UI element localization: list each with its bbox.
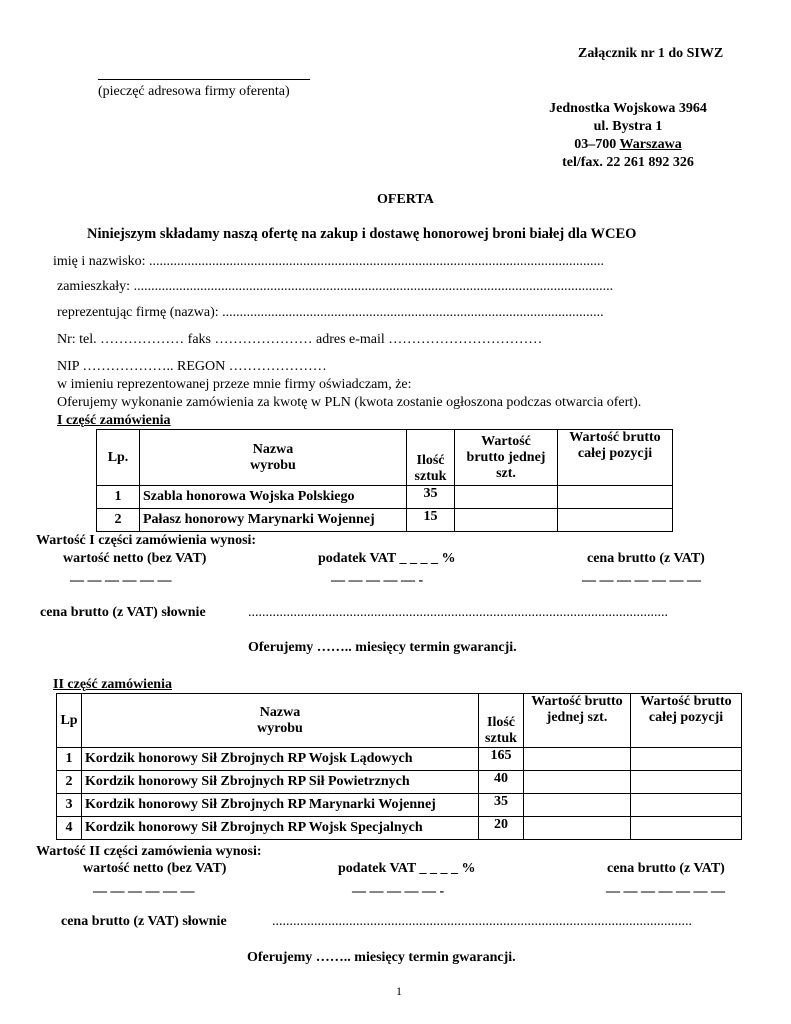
part2-gross-dash[interactable]: — — — — — — —	[606, 884, 725, 899]
part2-net-label: wartość netto (bez VAT)	[83, 861, 227, 876]
header-name: Nazwa wyrobu	[140, 430, 407, 486]
row-total-value-cell[interactable]	[631, 748, 742, 771]
row-qty: 40	[479, 771, 524, 794]
row-unit-value-cell[interactable]	[524, 771, 631, 794]
row-total-value-cell[interactable]	[631, 817, 742, 840]
part2-words-field[interactable]: ........................................................................................................................	[272, 914, 692, 929]
row-lp: 2	[97, 509, 140, 532]
row-unit-value-cell[interactable]	[455, 509, 558, 532]
part2-words-label: cena brutto (z VAT) słownie	[61, 914, 227, 929]
row-total-value-cell[interactable]	[631, 771, 742, 794]
row-name: Kordzik honorowy Sił Zbrojnych RP Sił Powietrznych	[82, 771, 479, 794]
row-name: Szabla honorowa Wojska Polskiego	[140, 486, 407, 509]
header-total-value: Wartość brutto całej pozycji	[558, 430, 673, 486]
row-qty: 20	[479, 817, 524, 840]
recipient-phone: tel/fax. 22 261 892 326	[562, 155, 694, 170]
part1-words-label: cena brutto (z VAT) słownie	[40, 605, 206, 620]
header-lp: Lp	[57, 694, 82, 748]
part1-warranty: Oferujemy …….. miesięcy termin gwarancji.	[248, 640, 517, 655]
part2-table	[56, 693, 742, 840]
row-qty: 165	[479, 748, 524, 771]
declaration-text: w imieniu reprezentowanej przeze mnie firmy oświadczam, że:	[57, 377, 412, 392]
recipient-postcode: 03–700	[574, 137, 620, 152]
part2-warranty: Oferujemy …….. miesięcy termin gwarancji.	[247, 950, 516, 965]
part1-words-field[interactable]: ........................................................................................................................	[248, 605, 668, 620]
table-row	[97, 509, 673, 532]
header-unit-value: Wartość brutto jednej szt.	[455, 430, 558, 486]
header-qty: Ilość sztuk	[479, 694, 524, 748]
stamp-caption: (pieczęć adresowa firmy oferenta)	[98, 84, 290, 99]
row-lp: 2	[57, 771, 82, 794]
field-contact[interactable]: Nr: tel. ……………… faks ………………… adres e-mail ……………………………	[57, 332, 543, 347]
part1-table	[96, 429, 673, 532]
field-nip-regon[interactable]: NIP ……………….. REGON …………………	[57, 359, 327, 374]
table-header-row	[97, 430, 673, 486]
table-header-row	[57, 694, 742, 748]
row-name: Kordzik honorowy Sił Zbrojnych RP Marynarki Wojennej	[82, 794, 479, 817]
row-lp: 1	[97, 486, 140, 509]
part1-gross-dash[interactable]: — — — — — — —	[582, 573, 701, 588]
row-name: Pałasz honorowy Marynarki Wojennej	[140, 509, 407, 532]
part2-heading: II część zamówienia	[53, 677, 172, 692]
part1-net-label: wartość netto (bez VAT)	[63, 551, 207, 566]
table-row	[57, 817, 742, 840]
row-qty: 15	[407, 509, 455, 532]
offer-text: Oferujemy wykonanie zamówienia za kwotę w PLN (kwota zostanie ogłoszona podczas otwarcia ofert).	[57, 395, 642, 410]
table-row	[57, 771, 742, 794]
recipient-line1: Jednostka Wojskowa 3964	[549, 101, 707, 116]
part2-vat-dash[interactable]: — — — — — -	[352, 884, 445, 899]
table-row	[57, 794, 742, 817]
row-unit-value-cell[interactable]	[455, 486, 558, 509]
field-residence[interactable]: zamieszkały: .........................................................................................................................................	[57, 279, 614, 294]
table-row	[57, 748, 742, 771]
row-total-value-cell[interactable]	[631, 794, 742, 817]
row-unit-value-cell[interactable]	[524, 794, 631, 817]
intro-text: Niniejszym składamy naszą ofertę na zakup i dostawę honorowej broni białej dla WCEO	[87, 226, 637, 242]
row-lp: 4	[57, 817, 82, 840]
annex-label: Załącznik nr 1 do SIWZ	[578, 46, 724, 61]
part1-value-heading: Wartość I części zamówienia wynosi:	[36, 533, 257, 548]
header-unit-value: Wartość brutto jednej szt.	[524, 694, 631, 748]
row-qty: 35	[479, 794, 524, 817]
header-total-value: Wartość brutto całej pozycji	[631, 694, 742, 748]
row-name: Kordzik honorowy Sił Zbrojnych RP Wojsk Specjalnych	[82, 817, 479, 840]
row-total-value-cell[interactable]	[558, 486, 673, 509]
part1-heading: I część zamówienia	[57, 413, 171, 428]
part1-gross-label: cena brutto (z VAT)	[587, 551, 705, 566]
row-qty: 35	[407, 486, 455, 509]
row-total-value-cell[interactable]	[558, 509, 673, 532]
page-number: 1	[396, 984, 402, 998]
recipient-city: Warszawa	[619, 137, 682, 152]
part2-gross-label: cena brutto (z VAT)	[607, 861, 725, 876]
document-title: OFERTA	[377, 192, 434, 207]
header-qty: Ilość sztuk	[407, 430, 455, 486]
header-name: Nazwa wyrobu	[82, 694, 479, 748]
part1-vat-dash[interactable]: — — — — — -	[331, 573, 424, 588]
part2-vat-label: podatek VAT _ _ _ _ %	[338, 861, 476, 876]
part1-net-dash[interactable]: — — — — — —	[70, 573, 172, 588]
part2-value-heading: Wartość II części zamówienia wynosi:	[36, 844, 262, 859]
table-row	[97, 486, 673, 509]
recipient-city-line	[518, 137, 738, 153]
field-name[interactable]: imię i nazwisko: ..................................................................................................................................	[53, 254, 605, 269]
row-unit-value-cell[interactable]	[524, 817, 631, 840]
header-lp: Lp.	[97, 430, 140, 486]
row-lp: 1	[57, 748, 82, 771]
stamp-line	[98, 79, 310, 80]
field-representing[interactable]: reprezentując firmę (nazwa): .............................................................................................................	[57, 305, 604, 320]
row-name: Kordzik honorowy Sił Zbrojnych RP Wojsk Lądowych	[82, 748, 479, 771]
part2-net-dash[interactable]: — — — — — —	[93, 884, 195, 899]
recipient-line2: ul. Bystra 1	[593, 119, 663, 134]
part1-vat-label: podatek VAT _ _ _ _ %	[318, 551, 456, 566]
row-unit-value-cell[interactable]	[524, 748, 631, 771]
row-lp: 3	[57, 794, 82, 817]
